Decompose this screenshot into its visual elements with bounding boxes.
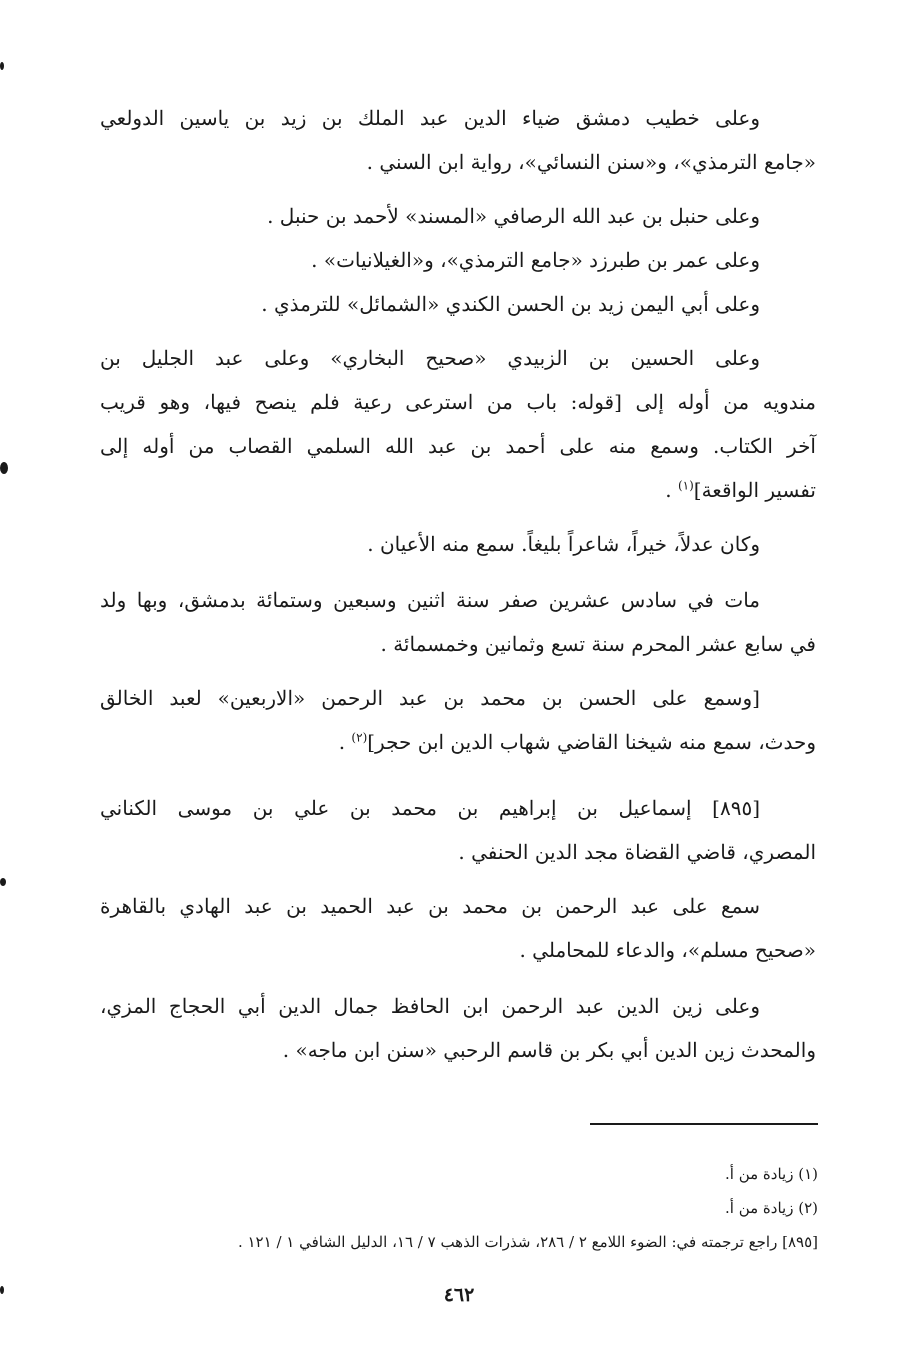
- footnote: (١) زيادة من أ.: [725, 1165, 818, 1183]
- text-line: سمع على عبد الرحمن بن محمد بن عبد الحميد بن عبد الهادي بالقاهرة: [100, 894, 760, 918]
- footnote-separator: [590, 1123, 818, 1125]
- text-line: والمحدث زين الدين أبي بكر بن قاسم الرحبي «سنن ابن ماجه» .: [282, 1038, 816, 1062]
- text-line: وعلى حنبل بن عبد الله الرصافي «المسند» لأحمد بن حنبل .: [267, 204, 760, 228]
- scan-mark: [0, 878, 6, 886]
- text-line: وعلى زين الدين عبد الرحمن ابن الحافظ جمال الدين أبي الحجاج المزي،: [100, 994, 760, 1018]
- text-line: [100, 468, 816, 512]
- scan-mark: [0, 462, 8, 474]
- text-line: [وسمع على الحسن بن محمد بن عبد الرحمن «الاربعين» لعبد الخالق: [100, 686, 760, 710]
- text-line: في سابع عشر المحرم سنة تسع وثمانين وخمسمائة .: [380, 632, 816, 656]
- text-line: وعلى عمر بن طبرزد «جامع الترمذي»، و«الغيلانيات» .: [311, 248, 760, 272]
- text-line: [٨٩٥] إسماعيل بن إبراهيم بن محمد بن علي بن موسى الكناني: [100, 796, 760, 820]
- paragraph: [100, 578, 816, 666]
- paragraph: [100, 984, 816, 1072]
- paragraph: [100, 676, 816, 764]
- paragraph: [100, 336, 816, 512]
- paragraph: [100, 786, 816, 874]
- footnote-ref: (١): [677, 478, 694, 493]
- paragraph: [100, 884, 816, 972]
- text-line: المصري، قاضي القضاة مجد الدين الحنفي .: [458, 840, 816, 864]
- text-line: وعلى أبي اليمن زيد بن الحسن الكندي «الشمائل» للترمذي .: [261, 292, 760, 316]
- paragraph: [100, 194, 816, 326]
- paragraph: [100, 96, 816, 184]
- page-number: ٤٦٢: [443, 1284, 475, 1306]
- footnote: [٨٩٥] راجع ترجمته في: الضوء اللامع ٢ / ٢٨٦، شذرات الذهب ٧ / ١٦، الدليل الشافي ١ / ١٢١ .: [237, 1233, 818, 1251]
- text-line: [100, 720, 816, 764]
- footnote: (٢) زيادة من أ.: [725, 1199, 818, 1217]
- scan-mark: [0, 1286, 4, 1294]
- footnotes: [130, 1157, 818, 1259]
- line-text: وحدث، سمع منه شيخنا القاضي شهاب الدين ابن حجر]: [367, 730, 816, 754]
- text-line: «صحيح مسلم»، والدعاء للمحاملي .: [519, 938, 816, 962]
- line-end: .: [338, 730, 352, 754]
- text-line: مات في سادس عشرين صفر سنة اثنين وسبعين وستمائة بدمشق، وبها ولد: [100, 588, 760, 612]
- scan-mark: [0, 62, 4, 70]
- paragraph: [100, 522, 816, 566]
- line-end: .: [665, 478, 678, 502]
- text-line: مندويه من أوله إلى [قوله: باب من استرعى رعية فلم ينصح فيها، وهو قريب: [100, 390, 816, 414]
- line-text: تفسير الواقعة]: [693, 478, 816, 502]
- text-line: «جامع الترمذي»، و«سنن النسائي»، رواية ابن السني .: [366, 150, 816, 174]
- text-line: وعلى الحسين بن الزبيدي «صحيح البخاري» وعلى عبد الجليل بن: [100, 346, 760, 370]
- footnote-ref: (٢): [351, 730, 368, 745]
- text-line: وعلى خطيب دمشق ضياء الدين عبد الملك بن زيد بن ياسين الدولعي: [100, 106, 760, 130]
- text-line: آخر الكتاب. وسمع منه على أحمد بن عبد الله السلمي القصاب من أوله إلى: [100, 434, 816, 458]
- text-line: وكان عدلاً، خيراً، شاعراً بليغاً. سمع منه الأعيان .: [367, 532, 760, 556]
